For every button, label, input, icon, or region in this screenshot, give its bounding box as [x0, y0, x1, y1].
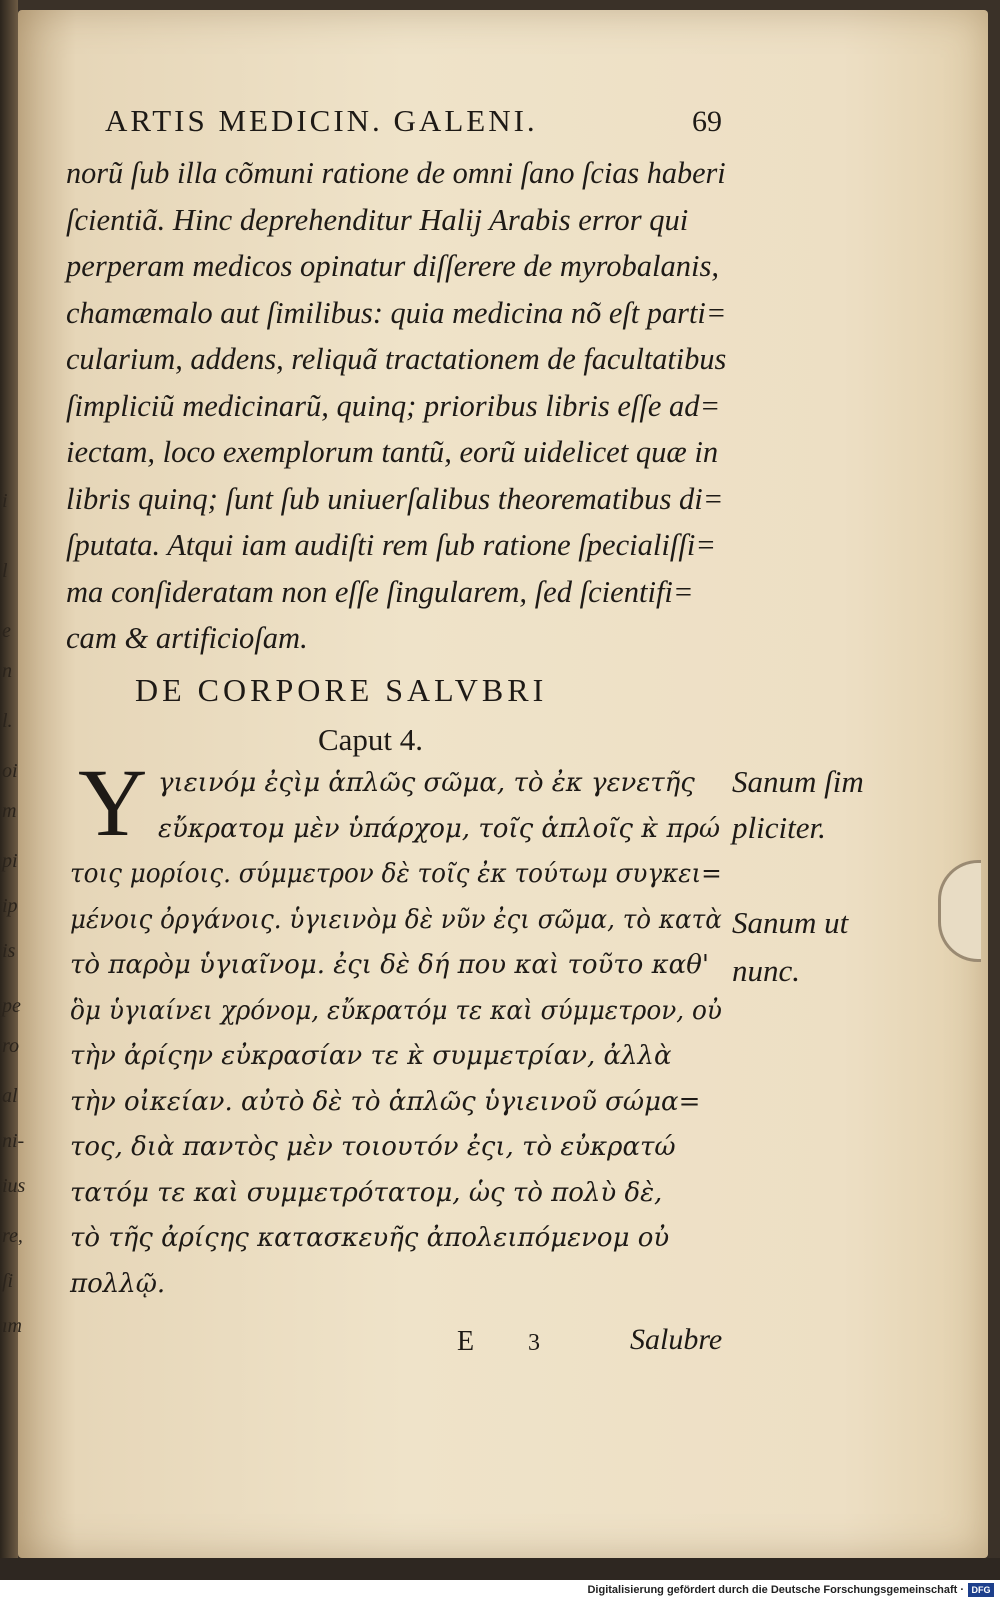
edge-letter: e — [2, 620, 11, 642]
edge-letter: ip — [2, 895, 18, 917]
text-line: ma conſideratam non eſſe ſingularem, ſed ſcientifi= — [66, 573, 694, 609]
section-title: DE CORPORE SALVBRI — [135, 672, 548, 708]
greek-line: τὴν οἰκείαν. αὐτὸ δὲ τὸ ἁπλῶς ὑγιεινοῦ σώμα= — [70, 1086, 701, 1117]
edge-letter: is — [2, 940, 16, 962]
catchword: Salubre — [630, 1323, 723, 1356]
edge-letter: ſi — [2, 1270, 14, 1292]
margin-note: pliciter. — [732, 810, 826, 845]
text-line: libris quinq; ſunt ſub uniuerſalibus theorematibus di= — [66, 480, 724, 516]
greek-line: τὸ παρὸμ ὑγιαῖνομ. ἐςι δὲ δή που καὶ τοῦτο καθ' — [70, 950, 709, 980]
text-line: chamæmalo aut ſimilibus: quia medicina nõ eſt parti= — [66, 294, 727, 330]
edge-letter: oi — [2, 760, 18, 782]
greek-line: τος, διὰ παντὸς μὲν τοιουτόν ἐςι, τὸ εὐκρατώ — [70, 1132, 676, 1162]
signature-number: 3 — [528, 1330, 540, 1356]
text-line: ſputata. Atqui iam audiſti rem ſub ratione ſpecialiſſi= — [66, 527, 716, 562]
edge-letter: i — [2, 490, 8, 512]
edge-letter: ni- — [2, 1130, 25, 1152]
greek-line: εὔκρατομ μὲν ὑπάρχομ, τοῖς ἁπλοῖς κ̀ πρώ — [158, 813, 721, 844]
text-line: iectam, loco exemplorum tantũ, eorũ uidelicet quæ in — [66, 434, 719, 469]
section-subtitle: Caput 4. — [318, 722, 424, 757]
greek-line: τὴν ἀρίςην εὐκρασίαν τε κ̀ συμμετρίαν, ἀλλὰ — [70, 1041, 672, 1071]
text-line: cam & artificioſam. — [66, 620, 308, 655]
greek-line: τὸ τῆς ἀρίςης κατασκευῆς ἀπολειπόμενομ οὐ — [70, 1223, 670, 1253]
edge-letter: ius — [2, 1175, 26, 1197]
margin-note: nunc. — [732, 953, 801, 988]
drop-cap: Y — [78, 749, 148, 856]
signature-mark: E — [457, 1326, 475, 1357]
greek-line: τοις μορίοις. σύμμετρον δὲ τοῖς ἐκ τούτωμ συγκει= — [70, 859, 722, 889]
text-line: norũ ſub illa cõmuni ratione de omni ſano ſcias haberi — [66, 155, 726, 190]
greek-line: μένοις ὀργάνοις. ὑγιεινὸμ δὲ νῦν ἐςι σῶμα, τὸ κατὰ — [70, 904, 722, 935]
edge-letter: l — [2, 560, 8, 582]
margin-note: Sanum ſim — [732, 764, 864, 799]
greek-line: τατόμ τε καὶ συμμετρότατομ, ὡς τὸ πολὺ δὲ, — [70, 1177, 663, 1208]
text-line: ſimpliciũ medicinarũ, quinq; prioribus libris eſſe ad= — [66, 387, 721, 423]
edge-letter: ım — [2, 1315, 22, 1337]
edge-letter: n — [2, 660, 12, 682]
greek-line: πολλῷ. — [70, 1268, 166, 1299]
greek-line: γιεινόμ ἐςὶμ ἁπλῶς σῶμα, τὸ ἐκ γενετῆς — [158, 768, 695, 798]
dfg-logo: DFG — [968, 1583, 994, 1597]
edge-letter: l. — [2, 710, 13, 732]
text-line: ſcientiã. Hinc deprehenditur Halij Arabis error qui — [66, 201, 689, 237]
text-line: perperam medicos opinatur diſſerere de myrobalanis, — [66, 248, 720, 283]
scan-border — [0, 1558, 1000, 1580]
edge-letter: ro — [2, 1035, 20, 1057]
page-number: 69 — [692, 105, 722, 138]
edge-letter: pi — [2, 850, 18, 872]
digitization-credit: Digitalisierung gefördert durch die Deutsche Forschungsgemeinschaft · — [587, 1584, 964, 1596]
margin-note: Sanum ut — [732, 905, 849, 940]
greek-line: ὃμ ὑγιαίνει χρόνομ, εὔκρατόμ τε καὶ σύμμετρον, οὐ — [70, 995, 722, 1026]
running-title: ARTIS MEDICIN. GALENI. — [105, 103, 538, 138]
text-line: cularium, addens, reliquã tractationem de facultatibus — [66, 341, 727, 376]
edge-letter: re, — [2, 1225, 23, 1247]
edge-letter: pe — [2, 995, 21, 1017]
edge-letter: m — [2, 800, 17, 822]
edge-letter: al — [2, 1085, 18, 1107]
